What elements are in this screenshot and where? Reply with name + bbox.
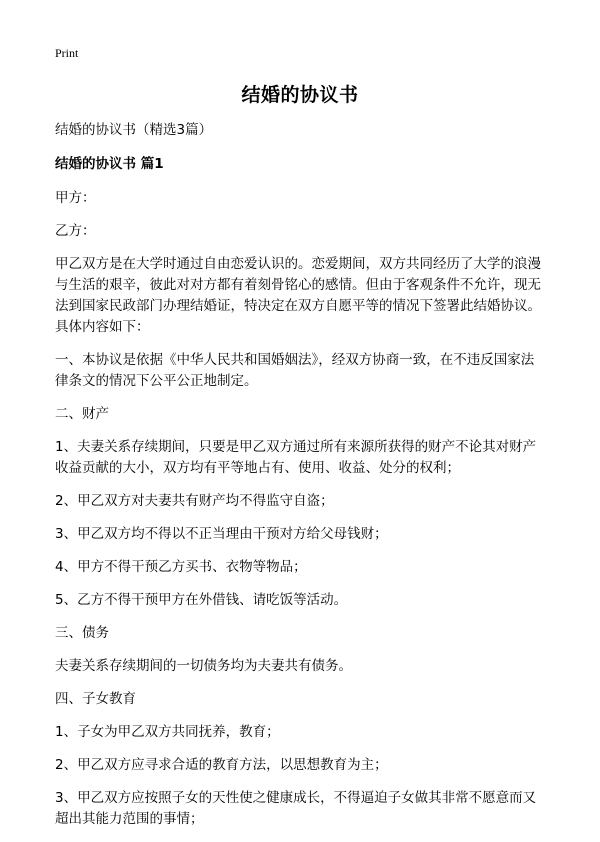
clause-paragraph: 1、夫妻关系存续期间，只要是甲乙双方通过所有来源所获得的财产不论其对财产收益贡献的大小，双方均有平等地占有、使用、收益、处分的权利； xyxy=(55,439,537,476)
section-heading: 结婚的协议书 篇1 xyxy=(55,156,164,172)
clause-paragraph: 一、本协议是依据《中华人民共和国婚姻法》，经双方协商一致，在不违反国家法律条文的情况下公平公正地制定。 xyxy=(55,352,535,389)
print-link[interactable]: Print xyxy=(55,46,79,60)
clause-paragraph: 2、甲乙双方应寻求合适的教育方法，以思想教育为主； xyxy=(55,757,388,773)
clause-heading: 二、财产 xyxy=(55,406,109,422)
clause-paragraph: 2、甲乙双方对夫妻共有财产均不得监守自盗； xyxy=(55,493,334,509)
document-title: 结婚的协议书 xyxy=(241,84,359,106)
document-body xyxy=(55,120,547,842)
clause-paragraph: 4、甲方不得干预乙方买书、衣物等物品； xyxy=(55,559,307,575)
clause-paragraph: 夫妻关系存续期间的一切债务均为夫妻共有债务。 xyxy=(55,658,352,674)
clause-paragraph: 5、乙方不得干预甲方在外借钱、请吃饭等活动。 xyxy=(55,592,348,608)
party-b-line: 乙方： xyxy=(55,223,96,239)
clause-paragraph: 3、甲乙双方应按照子女的天性使之健康成长，不得逼迫子女做其非常不愿意而又超出其能力范围的事情； xyxy=(55,790,537,827)
clause-heading: 三、债务 xyxy=(55,625,109,641)
clause-heading: 四、子女教育 xyxy=(55,691,136,707)
intro-paragraph: 甲乙双方是在大学时通过自由恋爱认识的。恋爱期间，双方共同经历了大学的浪漫与生活的艰辛，彼此对对方都有着刻骨铭心的感情。但由于客观条件不允许，现无法到国家民政部门办理结婚证，特决定在双方自愿平等的情况下签署此结婚协议。具体内容如下： xyxy=(55,256,541,335)
clause-paragraph: 3、甲乙双方均不得以不正当理由干预对方给父母钱财； xyxy=(55,526,388,542)
document-subtitle: 结婚的协议书（精选3篇） xyxy=(55,122,213,138)
party-a-line: 甲方： xyxy=(55,190,96,206)
clause-paragraph: 1、子女为甲乙双方共同抚养，教育； xyxy=(55,724,280,740)
